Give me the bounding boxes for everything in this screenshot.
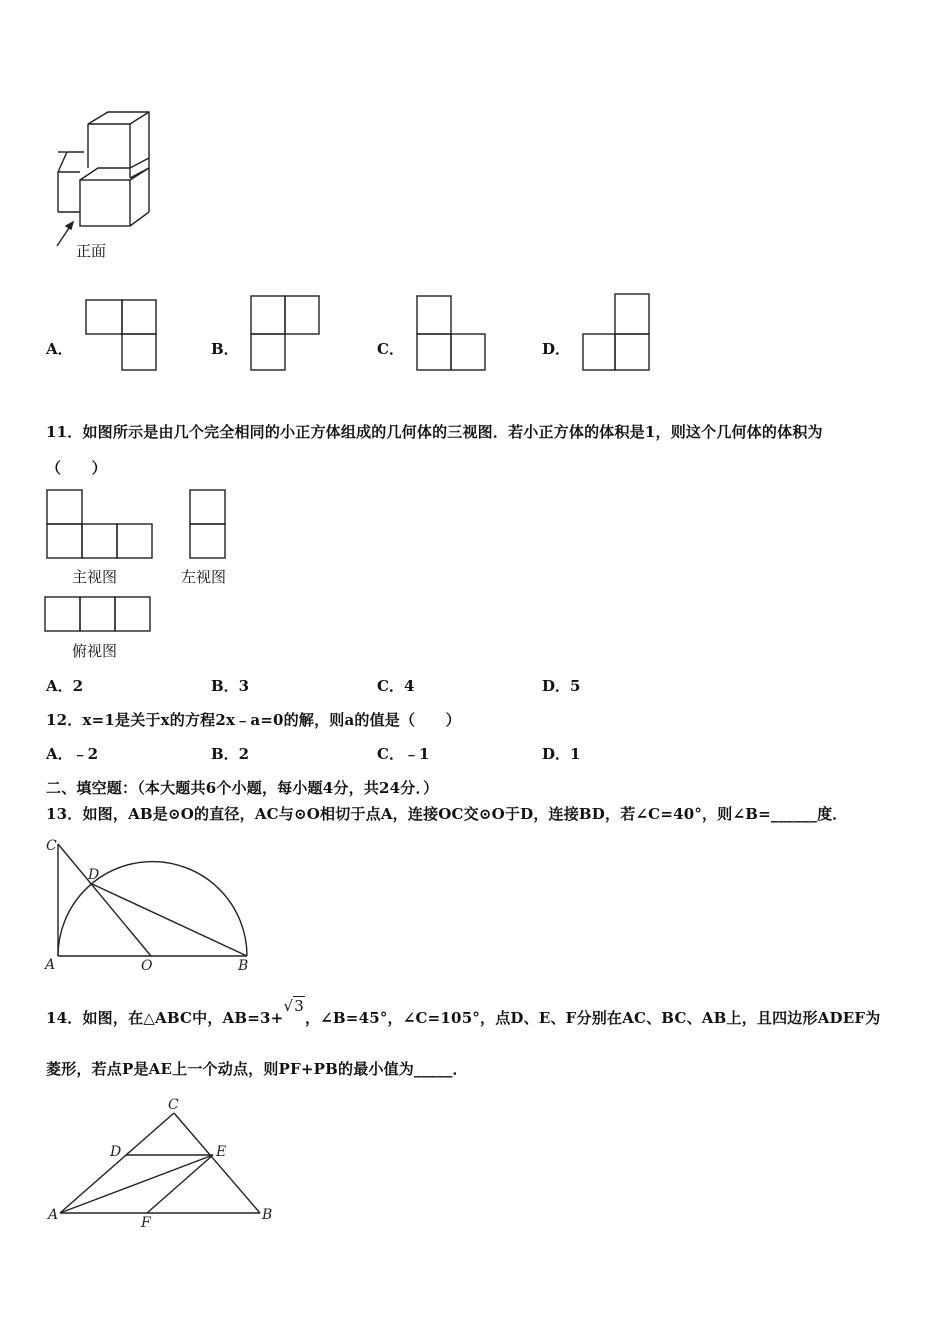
front-view-label: 主视图 [72,568,118,586]
q14-suffix: ，∠B=45°，∠C=105°，点D、E、F分别在AC、BC、AB上，且四边形ADEF为 [304,1009,881,1027]
q10-option-a[interactable]: A． [46,340,73,358]
top-view-label: 俯视图 [72,642,118,660]
q14-label-f: F [141,1215,151,1231]
q12-option-d[interactable]: D．1 [542,745,581,763]
q11-option-d[interactable]: D．5 [542,677,581,695]
q11-text: 11．如图所示是由几个完全相同的小正方体组成的几何体的三视图．若小正方体的体积是1，则这个几何体的体积为 [46,423,823,441]
q10-option-b-figure [251,296,331,376]
q13-label-d: D [88,867,100,883]
q14-line2: 菱形，若点P是AE上一个动点，则PF+PB的最小值为_____． [46,1060,468,1078]
q10-option-b[interactable]: B． [211,340,239,358]
q14-prefix: 14．如图，在△ABC中，AB=3+ [46,1009,284,1027]
q11-option-c[interactable]: C．4 [377,677,415,695]
q14-label-b: B [262,1207,273,1223]
left-view-label: 左视图 [181,568,227,586]
q14-sqrt-value: 3 [294,997,304,1015]
q11-paren: （ ） [46,459,107,477]
q10-option-d[interactable]: D． [542,340,571,358]
front-label: 正面 [76,242,107,260]
q13-figure [44,836,264,976]
q14-label-e: E [216,1144,227,1160]
q10-option-a-figure [86,300,166,380]
q14-label-a: A [48,1207,59,1223]
q12-option-b[interactable]: B．2 [211,745,250,763]
q14-figure [46,1095,286,1230]
q11-option-b[interactable]: B．3 [211,677,250,695]
q13-label-a: A [45,957,56,973]
q14-sqrt: √3 [283,997,304,1015]
section-title: 二、填空题：（本大题共6个小题，每小题4分，共24分．） [46,779,439,797]
q12-text: 12．x=1是关于x的方程2x﹣a=0的解，则a的值是（ ） [46,711,461,729]
q10-option-c-figure [417,296,497,376]
q13-text: 13．如图，AB是⊙O的直径，AC与⊙O相切于点A，连接OC交⊙O于D，连接BD，若∠C=40°，则∠B=______度． [46,805,848,823]
q14-label-d: D [110,1144,122,1160]
q13-label-b: B [238,958,249,974]
cube-solid-figure [50,108,170,258]
q11-left-view [190,490,230,565]
q13-label-o: O [141,958,153,974]
q10-option-c[interactable]: C． [377,340,404,358]
q11-top-view [45,597,155,637]
q11-front-view [47,490,157,565]
q14-line1 [46,997,881,1028]
q11-option-a[interactable]: A．2 [46,677,84,695]
q12-option-c[interactable]: C．﹣1 [377,745,430,763]
q12-option-a[interactable]: A．﹣2 [46,745,99,763]
q10-option-d-figure [583,294,663,374]
q14-label-c: C [168,1097,179,1113]
q13-label-c: C [46,838,57,854]
